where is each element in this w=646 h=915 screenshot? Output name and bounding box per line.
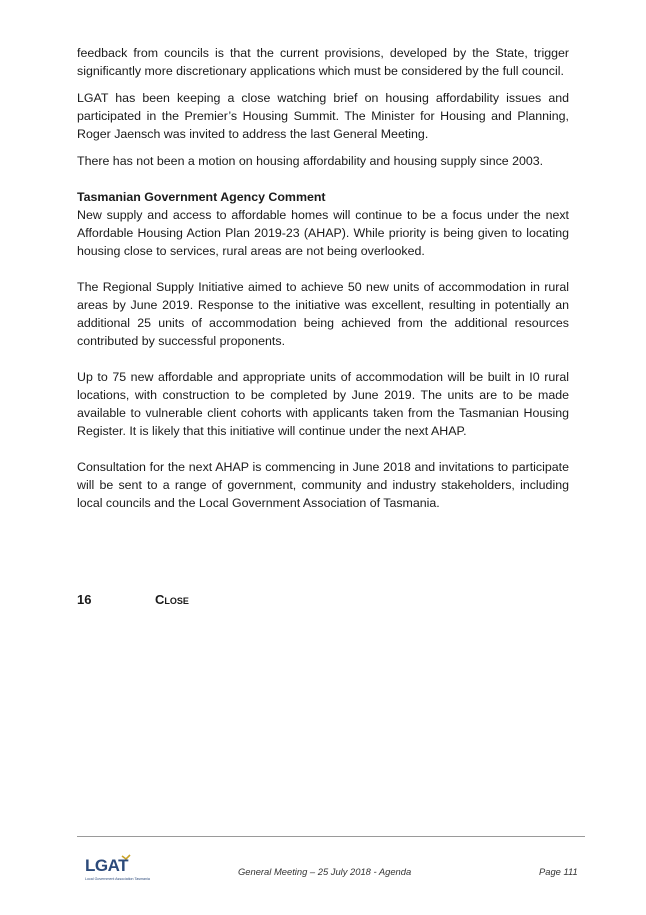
paragraph-2: LGAT has been keeping a close watching brief on housing affordability issues and participated in the Premier’s Housing Summit. The Minister for Housing and Planning, Roger Jaensch was invited to address the last General Meeting. — [77, 91, 569, 141]
agenda-item-number: 16 — [77, 592, 92, 607]
svg-text:Local Government Association T: Local Government Association Tasmania — [85, 877, 150, 881]
paragraph-7: Consultation for the next AHAP is commencing in June 2018 and invitations to participate will be sent to a range of government, community and industry stakeholders, including local councils and the Local Government Association of Tasmania. — [77, 460, 569, 510]
document-body — [77, 44, 569, 521]
svg-text:LGAT: LGAT — [85, 856, 129, 875]
agenda-item-title: Close — [155, 592, 189, 607]
lgat-logo — [82, 853, 150, 883]
paragraph-3: There has not been a motion on housing affordability and housing supply since 2003. — [77, 154, 544, 168]
footer-meeting-title: General Meeting – 25 July 2018 - Agenda — [238, 866, 412, 877]
paragraph-1: feedback from councils is that the current provisions, developed by the State, trigger significantly more discretionary applications which must be considered by the full council. — [77, 46, 569, 78]
paragraph-5: The Regional Supply Initiative aimed to achieve 50 new units of accommodation in rural areas by June 2019. Response to the initiative was excellent, resulting in potentially an additional 25 units of accommodation being achieved from the additional resources contributed by successful proponents. — [77, 280, 569, 348]
footer-divider — [77, 836, 585, 837]
paragraph-6: Up to 75 new affordable and appropriate units of accommodation will be built in I0 rural locations, with construction to be completed by June 2019. The units are to be made available to vulnerable client cohorts with applicants taken from the Tasmanian Housing Register. It is likely that this initiative will continue under the next AHAP. — [77, 370, 569, 438]
lgat-logo-icon — [82, 853, 150, 883]
section-heading: Tasmanian Government Agency Comment — [77, 190, 326, 204]
paragraph-4: New supply and access to affordable homes will continue to be a focus under the next Affordable Housing Action Plan 2019-23 (AHAP). While priority is being given to locating housing close to services, rural areas are not being overlooked. — [77, 208, 569, 258]
footer-page-number: Page 111 — [539, 866, 578, 877]
agenda-item-close — [77, 592, 189, 607]
